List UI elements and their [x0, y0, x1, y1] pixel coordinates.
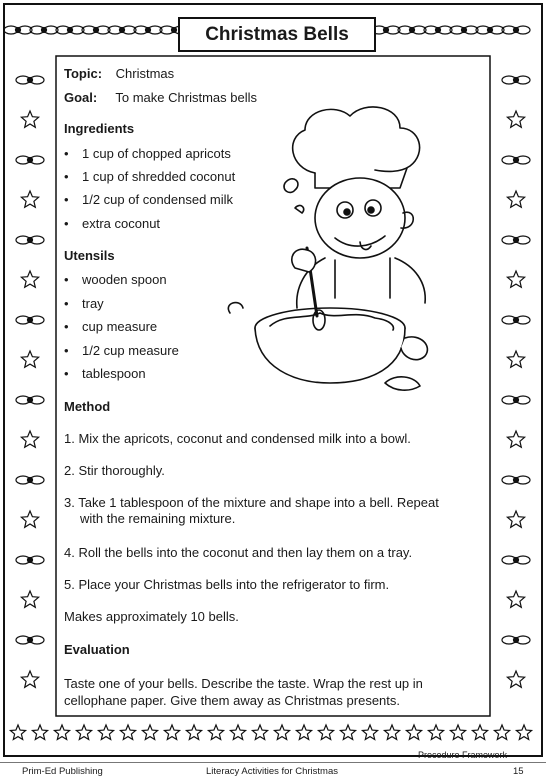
utensils-heading: Utensils	[64, 248, 115, 263]
star-icon	[54, 725, 69, 740]
star-icon	[516, 725, 531, 740]
holly-icon	[398, 26, 426, 34]
holly-icon	[502, 156, 530, 164]
yield-note: Makes approximately 10 bells.	[64, 609, 239, 624]
footer-publisher: Prim-Ed Publishing	[22, 766, 103, 777]
star-icon	[507, 351, 524, 367]
star-icon	[208, 725, 223, 740]
star-icon	[472, 725, 487, 740]
holly-icon	[16, 396, 44, 404]
footer-page-number: 15	[513, 766, 524, 777]
ingredients-heading: Ingredients	[64, 121, 135, 136]
star-icon	[362, 725, 377, 740]
star-icon	[507, 671, 524, 687]
page-title: Christmas Bells	[178, 17, 376, 52]
ingredient-item: • extra coconut	[64, 216, 160, 232]
holly-icon	[16, 636, 44, 644]
holly-icon	[502, 26, 530, 34]
utensil-item: • wooden spoon	[64, 272, 167, 288]
holly-icon	[450, 26, 478, 34]
star-icon	[21, 431, 38, 447]
ingredient-item: • 1/2 cup of condensed milk	[64, 192, 233, 208]
holly-icon	[4, 26, 32, 34]
star-icon	[406, 725, 421, 740]
star-icon	[494, 725, 509, 740]
holly-icon	[16, 156, 44, 164]
star-icon	[21, 191, 38, 207]
evaluation-heading: Evaluation	[64, 642, 130, 657]
star-icon	[21, 111, 38, 127]
star-icon	[76, 725, 91, 740]
holly-icon	[502, 556, 530, 564]
star-icon	[507, 111, 524, 127]
holly-icon	[16, 556, 44, 564]
holly-icon	[108, 26, 136, 34]
method-step: 3. Take 1 tablespoon of the mixture and shape into a bell. Repeat with the remaining mixture.	[64, 495, 439, 526]
star-icon	[450, 725, 465, 740]
holly-icon	[16, 476, 44, 484]
page-footer	[0, 762, 546, 780]
star-icon	[340, 725, 355, 740]
star-icon	[21, 511, 38, 527]
star-icon	[32, 725, 47, 740]
method-step: 5. Place your Christmas bells into the refrigerator to firm.	[64, 577, 390, 592]
star-icon	[296, 725, 311, 740]
holly-icon	[502, 476, 530, 484]
ingredient-item: • 1 cup of shredded coconut	[64, 169, 235, 185]
star-icon	[10, 725, 25, 740]
goal-label: Goal:	[64, 90, 98, 105]
utensil-item: • cup measure	[64, 319, 157, 335]
holly-icon	[16, 76, 44, 84]
holly-icon	[502, 316, 530, 324]
star-icon	[318, 725, 333, 740]
holly-icon	[502, 636, 530, 644]
star-icon	[120, 725, 135, 740]
method-step: 2. Stir thoroughly.	[64, 463, 165, 478]
star-icon	[274, 725, 289, 740]
star-icon	[98, 725, 113, 740]
star-icon	[384, 725, 399, 740]
utensil-item: • tray	[64, 296, 104, 312]
holly-icon	[502, 76, 530, 84]
holly-icon	[30, 26, 58, 34]
star-icon	[21, 271, 38, 287]
star-icon	[230, 725, 245, 740]
holly-icon	[502, 396, 530, 404]
footer-book-title: Literacy Activities for Christmas	[206, 766, 338, 777]
method-heading: Method	[64, 399, 111, 414]
star-icon	[142, 725, 157, 740]
topic-value: Christmas	[115, 66, 175, 81]
chef-mixing-bowl-illustration	[195, 98, 495, 398]
star-icon	[428, 725, 443, 740]
holly-icon	[16, 316, 44, 324]
topic-line	[64, 66, 174, 82]
utensil-item: • tablespoon	[64, 366, 146, 382]
star-icon	[186, 725, 201, 740]
goal-value: To make Christmas bells	[115, 90, 257, 105]
holly-icon	[424, 26, 452, 34]
topic-label: Topic:	[64, 66, 103, 81]
star-icon	[252, 725, 267, 740]
star-icon	[507, 511, 524, 527]
utensil-item: • 1/2 cup measure	[64, 343, 179, 359]
method-step: 1. Mix the apricots, coconut and condensed milk into a bowl.	[64, 431, 411, 446]
holly-icon	[56, 26, 84, 34]
ingredient-item: • 1 cup of chopped apricots	[64, 146, 231, 162]
method-step: 4. Roll the bells into the coconut and then lay them on a tray.	[64, 545, 413, 560]
framework-label: Procedure Framework	[418, 750, 508, 760]
star-icon	[507, 591, 524, 607]
holly-icon	[476, 26, 504, 34]
holly-icon	[372, 26, 400, 34]
star-icon	[21, 591, 38, 607]
star-icon	[507, 431, 524, 447]
star-icon	[164, 725, 179, 740]
star-icon	[507, 191, 524, 207]
holly-icon	[16, 236, 44, 244]
star-icon	[21, 671, 38, 687]
holly-icon	[502, 236, 530, 244]
star-icon	[21, 351, 38, 367]
evaluation-text: Taste one of your bells. Describe the taste. Wrap the rest up in cellophane paper. Give them away as Christmas presents.	[64, 676, 423, 708]
holly-icon	[134, 26, 162, 34]
star-icon	[507, 271, 524, 287]
holly-icon	[82, 26, 110, 34]
